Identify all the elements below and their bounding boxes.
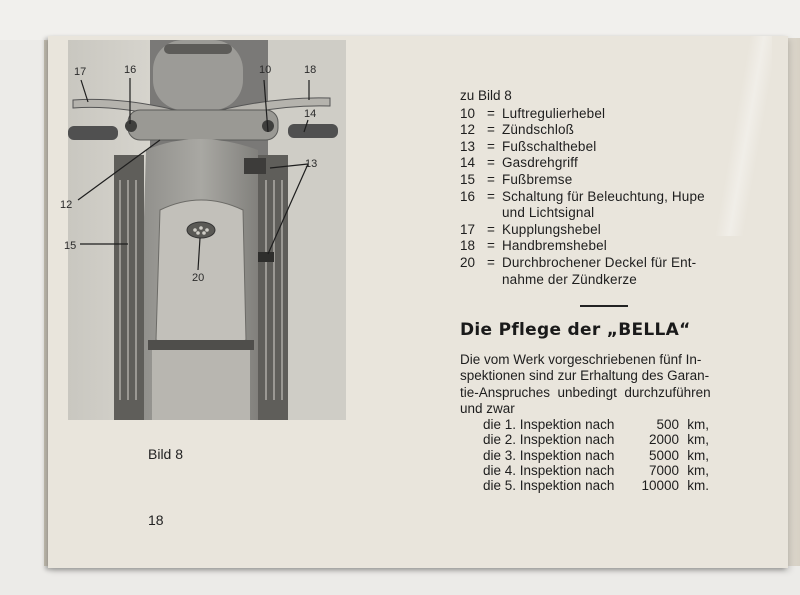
inspection-unit: km, [687, 462, 709, 478]
legend-equals: = [487, 188, 495, 204]
callout-14: 14 [304, 108, 317, 120]
scooter-photo [68, 40, 346, 420]
legend-number [460, 272, 480, 289]
legend-row [460, 205, 772, 222]
inspection-label: die 5. Inspektion nach [483, 478, 615, 494]
legend-text: Schaltung für Beleuchtung, Hupe [502, 188, 705, 204]
inspection-distance: 500 [656, 417, 679, 432]
legend-equals: = [487, 238, 495, 254]
inspection-unit: km, [687, 447, 709, 463]
inspection-distance: 7000 [648, 462, 679, 478]
legend-text: und Lichtsignal [502, 205, 595, 221]
inspection-row [483, 478, 709, 493]
legend-number: 10 [460, 105, 476, 121]
legend-number: 14 [460, 155, 476, 171]
legend-row [460, 255, 772, 272]
legend-text: Fußbremse [502, 171, 573, 187]
scooter-illustration [68, 40, 346, 420]
legend-text: Fußschalthebel [502, 138, 597, 154]
legend-text: Zündschloß [502, 122, 575, 138]
inspection-distance: 2000 [648, 432, 679, 448]
legend-equals: = [487, 221, 495, 237]
inspection-unit: km. [687, 478, 709, 494]
inspection-row [483, 417, 709, 432]
legend-text: Luftregulierhebel [502, 105, 606, 121]
legend-row [460, 155, 772, 172]
legend-text: nahme der Zündkerze [502, 271, 637, 287]
figure-caption: Bild 8 [148, 446, 184, 462]
legend-number: 16 [460, 188, 476, 204]
inspection-label: die 1. Inspektion nach [483, 417, 615, 432]
legend-equals: = [487, 171, 495, 187]
legend-text: Gasdrehgriff [502, 155, 578, 171]
section-divider [580, 305, 628, 307]
legend-row [460, 189, 772, 206]
legend-number: 20 [460, 254, 476, 270]
legend-row [460, 122, 772, 139]
inspection-label: die 2. Inspektion nach [483, 432, 615, 448]
legend-number: 13 [460, 138, 476, 154]
legend-row [460, 172, 772, 189]
legend-equals: = [487, 254, 495, 270]
legend-row [460, 222, 772, 239]
desk-background [0, 0, 800, 40]
legend-equals [480, 205, 502, 222]
inspection-distance: 10000 [641, 478, 679, 494]
callout-17: 17 [74, 66, 87, 78]
legend-number: 18 [460, 238, 476, 254]
page-number: 18 [148, 512, 164, 528]
legend-equals [480, 272, 502, 289]
inspection-label: die 3. Inspektion nach [483, 447, 615, 463]
paragraph-line: und zwar [460, 401, 515, 417]
section-title: Die Pflege der „BELLA“ [460, 320, 691, 340]
legend-text: Kupplungshebel [502, 221, 601, 237]
inspection-unit: km, [687, 417, 709, 432]
legend-equals: = [487, 155, 495, 171]
legend-row [460, 139, 772, 156]
callout-16: 16 [124, 64, 137, 76]
legend-heading: zu Bild 8 [460, 88, 512, 103]
paragraph-line: spektionen sind zur Erhaltung des Garan- [460, 368, 710, 384]
callout-10: 10 [259, 64, 272, 76]
inspection-unit: km, [687, 432, 709, 448]
callout-12: 12 [60, 199, 73, 211]
inspection-row [483, 432, 709, 447]
legend-equals: = [487, 105, 495, 121]
inspection-row [483, 448, 709, 463]
legend-row [460, 238, 772, 255]
legend-equals: = [487, 122, 495, 138]
callout-13: 13 [305, 158, 318, 170]
legend-equals: = [487, 138, 495, 154]
legend-row [460, 106, 772, 123]
parts-legend [460, 88, 772, 288]
inspection-schedule [483, 417, 709, 493]
callout-18: 18 [304, 64, 317, 76]
callout-20: 20 [192, 272, 205, 284]
paragraph-line: tie-Anspruches unbedingt durchzuführen [460, 384, 711, 400]
legend-number: 12 [460, 122, 476, 138]
legend-text: Durchbrochener Deckel für Ent- [502, 254, 697, 270]
paragraph-line: Die vom Werk vorgeschriebenen fünf In- [460, 352, 702, 367]
legend-number: 17 [460, 221, 476, 237]
inspection-distance: 5000 [648, 447, 679, 463]
inspection-label: die 4. Inspektion nach [483, 462, 615, 478]
legend-number [460, 205, 480, 222]
care-paragraph [460, 352, 760, 418]
inspection-row [483, 463, 709, 478]
callout-15: 15 [64, 240, 77, 252]
legend-number: 15 [460, 171, 476, 187]
legend-row [460, 272, 772, 289]
legend-text: Handbremshebel [502, 238, 607, 254]
